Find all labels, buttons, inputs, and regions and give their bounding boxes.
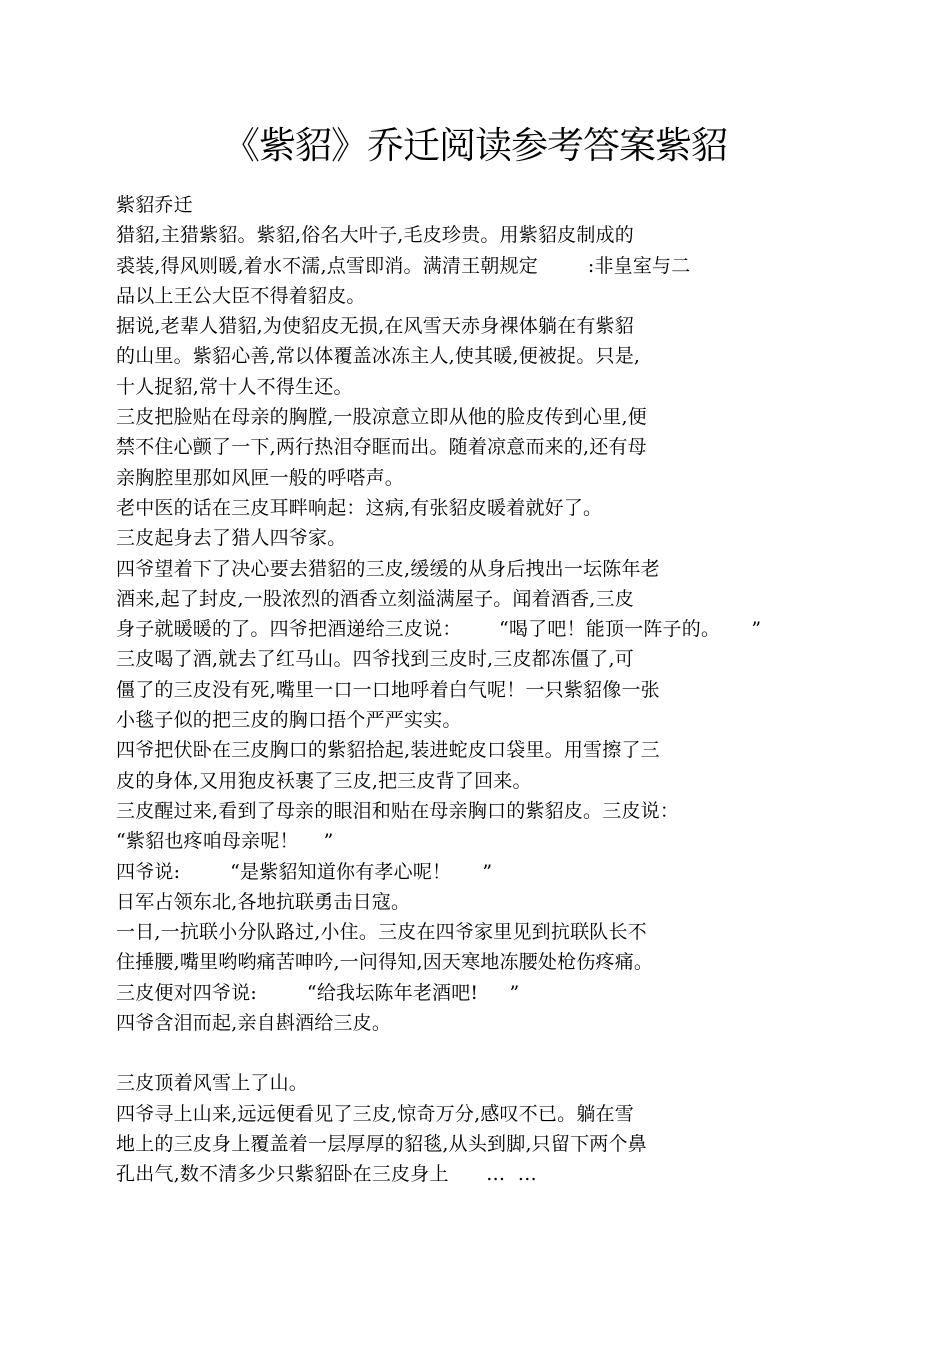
text-line: 三皮顶着风雪上了山。 [116,1072,309,1095]
text-line: 十人捉貂,常十人不得生还。 [116,375,353,398]
text-line: 三皮把脸贴在母亲的胸膛,一股凉意立即从他的脸皮传到心里,便 [116,406,647,429]
text-line: 皮的身体,又用狍皮袄裹了三皮,把三皮背了回来。 [116,769,532,792]
text-line: 地上的三皮身上覆盖着一层厚厚的貂毯,从头到脚,只留下两个鼻 [116,1132,647,1155]
text-line: 四爷望着下了决心要去猎貂的三皮,缓缓的从身后拽出一坛陈年老 [116,557,660,580]
paragraph-gap [116,1038,916,1068]
text-line: 三皮便对四爷说: “给我坛陈年老酒吧! ” [116,981,520,1004]
document-title: 《紫貂》乔迁阅读参考答案紫貂 [223,124,727,167]
text-line: 一日,一抗联小分队路过,小住。三皮在四爷家里见到抗联队长不 [116,921,647,944]
text-line: 老中医的话在三皮耳畔响起：这病,有张貂皮暖着就好了。 [116,496,603,519]
text-line: 的山里。紫貂心善,常以体覆盖冰冻主人,使其暖,便被捉。只是, [116,345,641,368]
body-part-1 [116,190,916,1038]
text-line: 小毯子似的把三皮的胸口捂个严严实实。 [116,709,462,732]
body-part-2 [116,1068,916,1189]
text-line: 四爷含泪而起,亲自斟酒给三皮。 [116,1012,392,1035]
document-body [116,190,916,1190]
text-line: 品以上王公大臣不得着貂皮。 [116,284,366,307]
text-line: 四爷说: “是紫貂知道你有孝心呢！ ” [116,860,493,883]
text-line: 住捶腰,嘴里哟哟痛苦呻吟,一问得知,因天寒地冻腰处枪伤疼痛。 [116,951,654,974]
text-line: 裘装,得风则暖,着水不濡,点雪即消。满清王朝规定 :非皇室与二 [116,254,691,277]
text-line: 身子就暖暖的了。四爷把酒递给三皮说： “喝了吧！能顶一阵子的。 ” [116,618,762,641]
text-line: 据说,老辈人猎貂,为使貂皮无损,在风雪天赤身裸体躺在有紫貂 [116,315,634,338]
text-line: 紫貂乔迁 [116,194,193,216]
text-line: 孔出气,数不清多少只紫貂卧在三皮身上 … … [116,1163,537,1186]
text-line: 三皮喝了酒,就去了红马山。四爷找到三皮时,三皮都冻僵了,可 [116,648,634,671]
text-line: 三皮醒过来,看到了母亲的眼泪和贴在母亲胸口的紫貂皮。三皮说： [116,799,680,822]
text-line: 日军占领东北,各地抗联勇击日寇。 [116,890,411,913]
text-line: 三皮起身去了猎人四爷家。 [116,527,347,550]
text-line: 禁不住心颤了一下,两行热泪夺眶而出。随着凉意而来的,还有母 [116,436,647,459]
text-line: 亲胸腔里那如风匣一般的呼嗒声。 [116,466,405,489]
text-line: “紫貂也疼咱母亲呢！ ” [116,830,334,853]
text-line: 四爷寻上山来,远远便看见了三皮,惊奇万分,感叹不已。躺在雪 [116,1102,634,1125]
text-line: 酒来,起了封皮,一股浓烈的酒香立刻溢满屋子。闻着酒香,三皮 [116,587,634,610]
text-line: 四爷把伏卧在三皮胸口的紫貂拾起,装进蛇皮口袋里。用雪擦了三 [116,739,660,762]
text-line: 僵了的三皮没有死,嘴里一口一口地呼着白气呢！一只紫貂像一张 [116,678,660,701]
text-line: 猎貂,主猎紫貂。紫貂,俗名大叶子,毛皮珍贵。用紫貂皮制成的 [116,224,634,247]
